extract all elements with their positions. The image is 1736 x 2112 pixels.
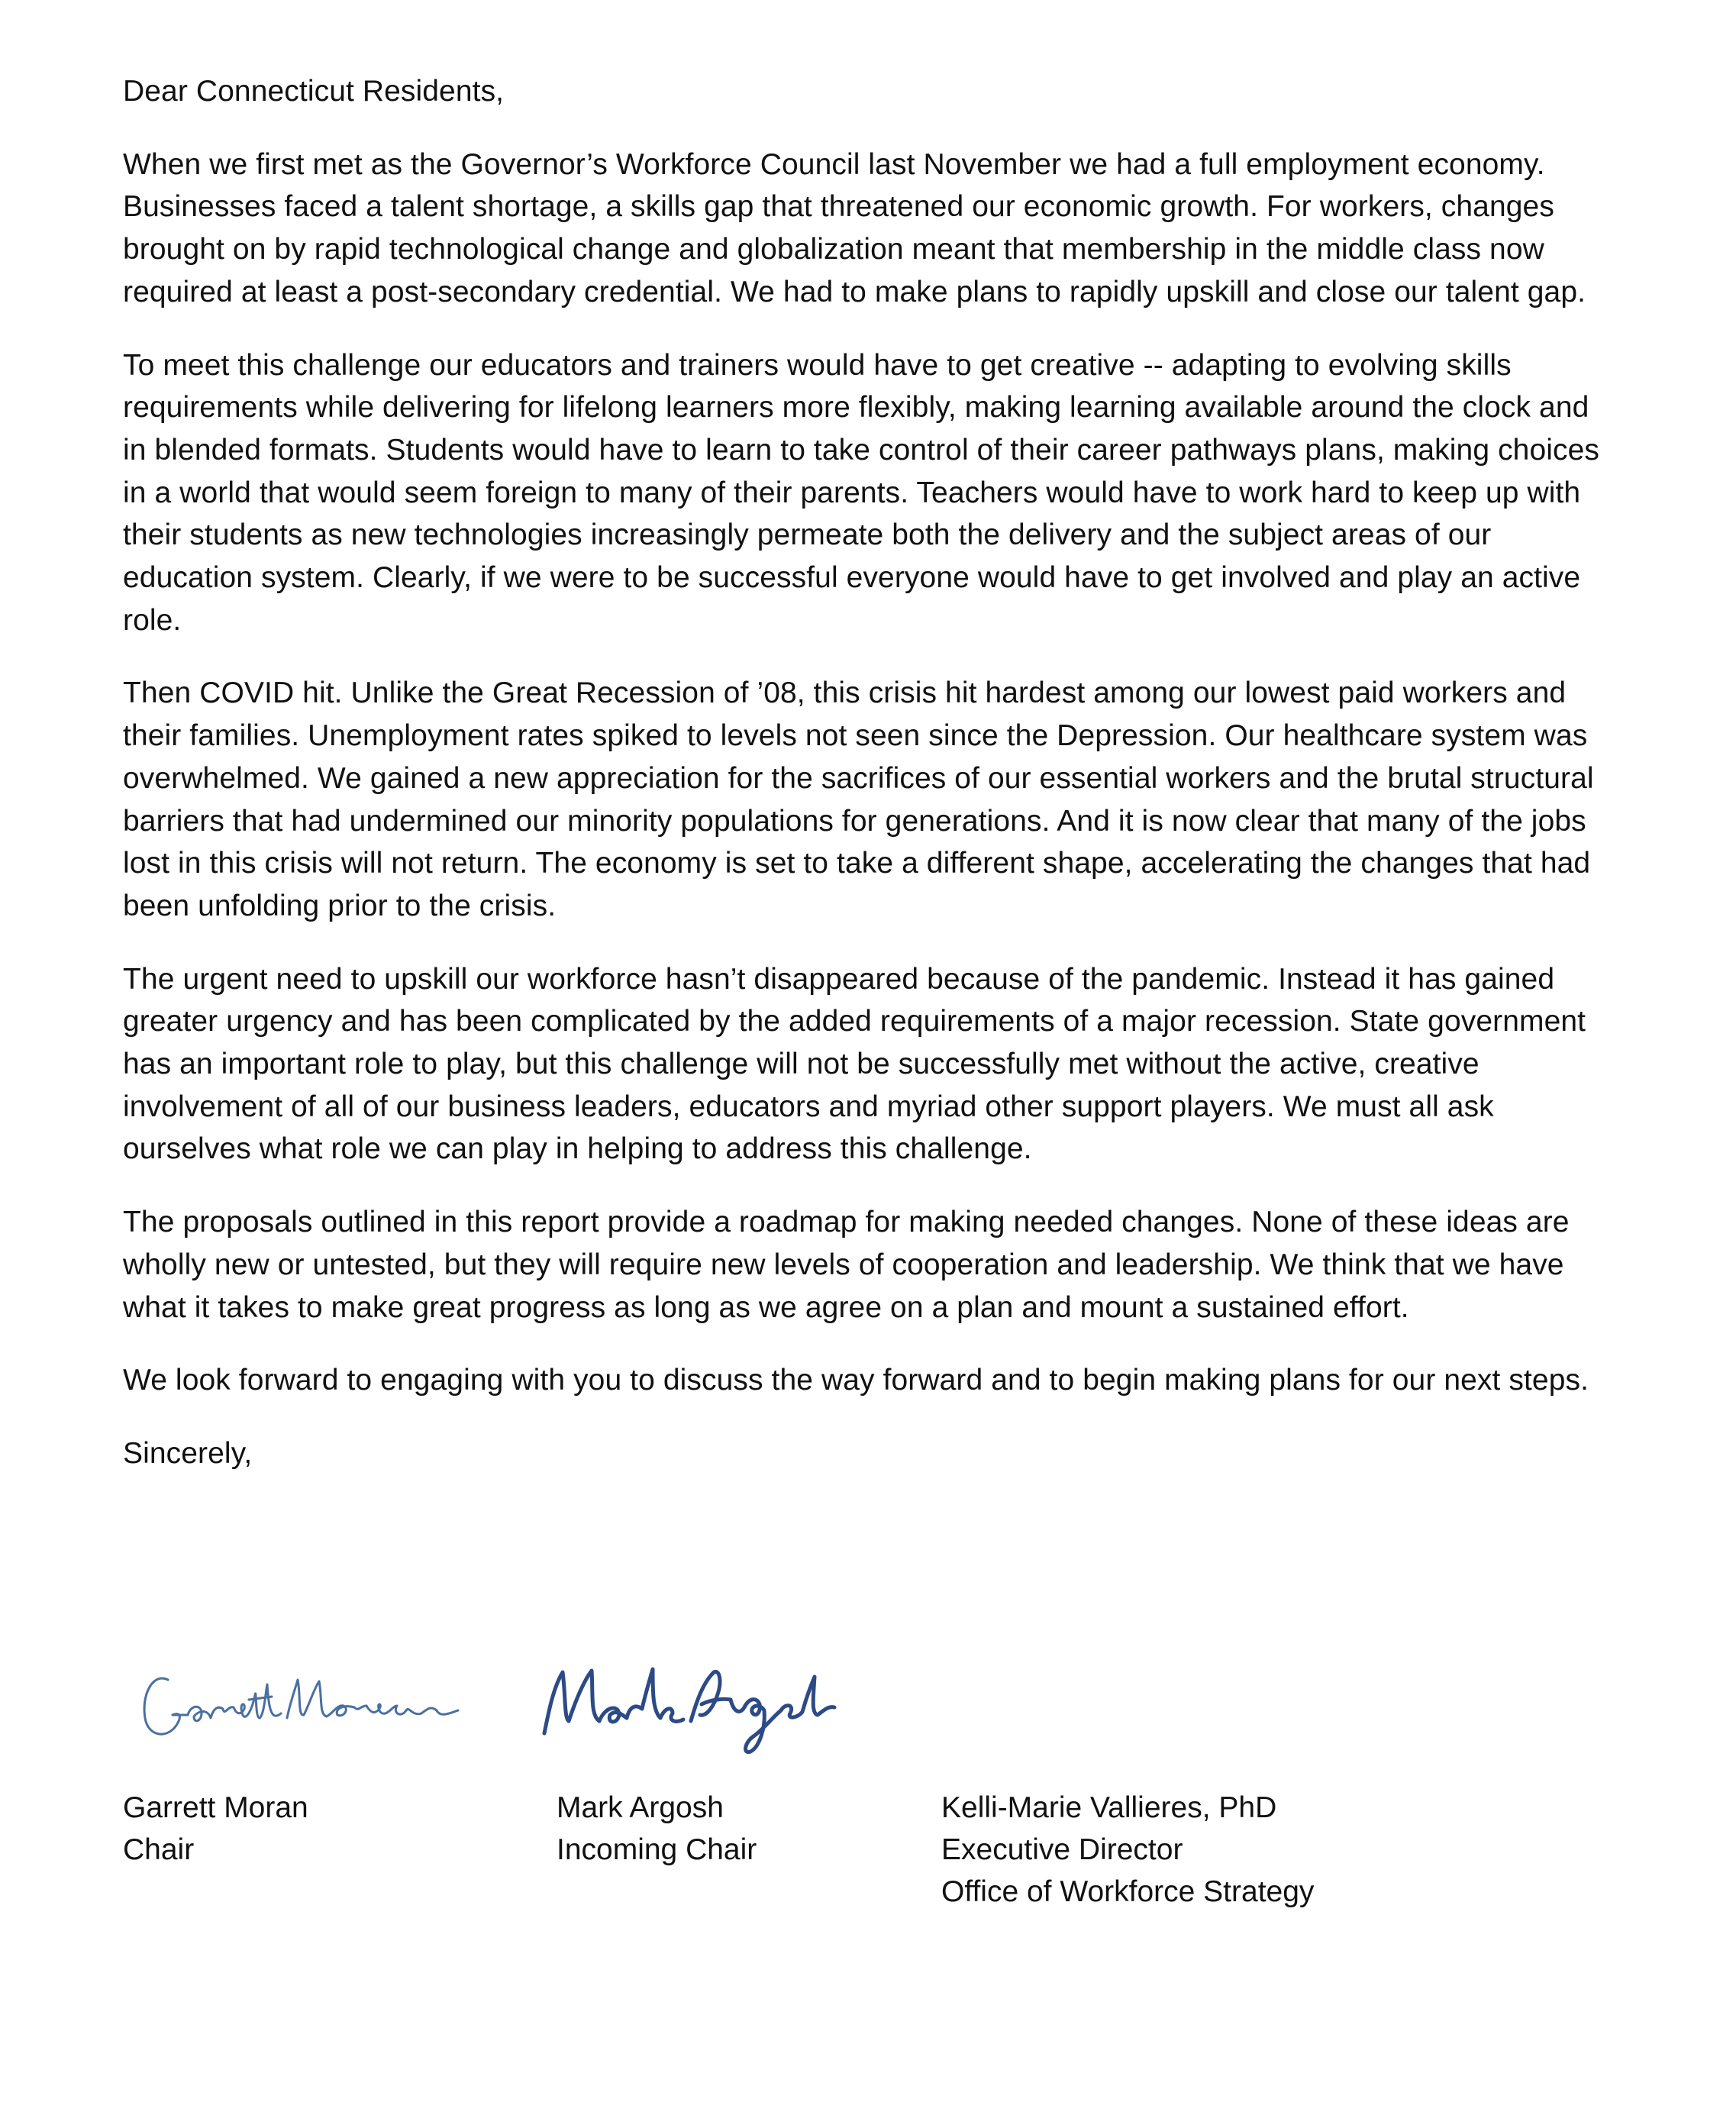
salutation: Dear Connecticut Residents, bbox=[123, 75, 505, 108]
signer-title: Chair bbox=[123, 1833, 195, 1866]
signatures bbox=[137, 1642, 901, 1771]
signer-name: Kelli-Marie Vallieres, PhD bbox=[941, 1791, 1277, 1824]
paragraph-4: The urgent need to upskill our workforce hasn’t disappeared because of the pandemic. Instead it has gained greater urgency and has been complicated by the added requirements of a major recession. State government has an important role to play, but this challenge will not be successfully met without the active, creative involvement of all of our business leaders, educators and myriad other support players. We must all ask ourselves what role we can play in helping to address this challenge. bbox=[123, 962, 1586, 1166]
letter-body bbox=[123, 70, 1619, 1475]
signer-office: Office of Workforce Strategy bbox=[941, 1875, 1315, 1908]
paragraph-2: To meet this challenge our educators and trainers would have to get creative -- adapting to evolving skills requirements while delivering for lifelong learners more flexibly, making learning available around the clock and in blended formats. Students would have to learn to take control of their career pathways plans, making choices in a world that would seem foreign to many of their parents. Teachers would have to work hard to keep up with their students as new technologies increasingly permeate both the delivery and the subject areas of our education system. Clearly, if we were to be successful everyone would have to get involved and play an active role. bbox=[123, 348, 1600, 637]
signature-garrett-moran bbox=[137, 1642, 489, 1764]
signer-garrett-moran bbox=[123, 1787, 308, 1871]
paragraph-5: The proposals outlined in this report provide a roadmap for making needed changes. None of these ideas are wholly new or untested, but they will require new levels of cooperation and leadership. We think that we have what it takes to make great progress as long as we agree on a plan and mount a sustained effort. bbox=[123, 1206, 1570, 1324]
signer-kelli-marie-vallieres bbox=[941, 1787, 1314, 1913]
signature-mark-argosh bbox=[531, 1642, 851, 1764]
paragraph-3: Then COVID hit. Unlike the Great Recession of ’08, this crisis hit hardest among our lowest paid workers and their families. Unemployment rates spiked to levels not seen since the Depression. Our healthcare system was overwhelmed. We gained a new appreciation for the sacrifices of our essential workers and the brutal structural barriers that had undermined our minority populations for generations. And it is now clear that many of the jobs lost in this crisis will not return. The economy is set to take a different shape, accelerating the changes that had been unfolding prior to the crisis. bbox=[123, 677, 1594, 922]
signer-name: Garrett Moran bbox=[123, 1791, 308, 1824]
closing: Sincerely, bbox=[123, 1436, 253, 1470]
paragraph-6: We look forward to engaging with you to discuss the way forward and to begin making plans for our next steps. bbox=[123, 1364, 1589, 1397]
signer-name: Mark Argosh bbox=[557, 1791, 724, 1824]
signer-title: Incoming Chair bbox=[557, 1833, 757, 1866]
signer-title: Executive Director bbox=[941, 1833, 1183, 1866]
paragraph-1: When we first met as the Governor’s Workforce Council last November we had a full employment economy. Businesses faced a talent shortage, a skills gap that threatened our economic growth. For workers, changes brought on by rapid technological change and globalization meant that membership in the middle class now required at least a post-secondary credential. We had to make plans to rapidly upskill and close our talent gap. bbox=[123, 147, 1586, 308]
signer-mark-argosh bbox=[557, 1787, 757, 1871]
